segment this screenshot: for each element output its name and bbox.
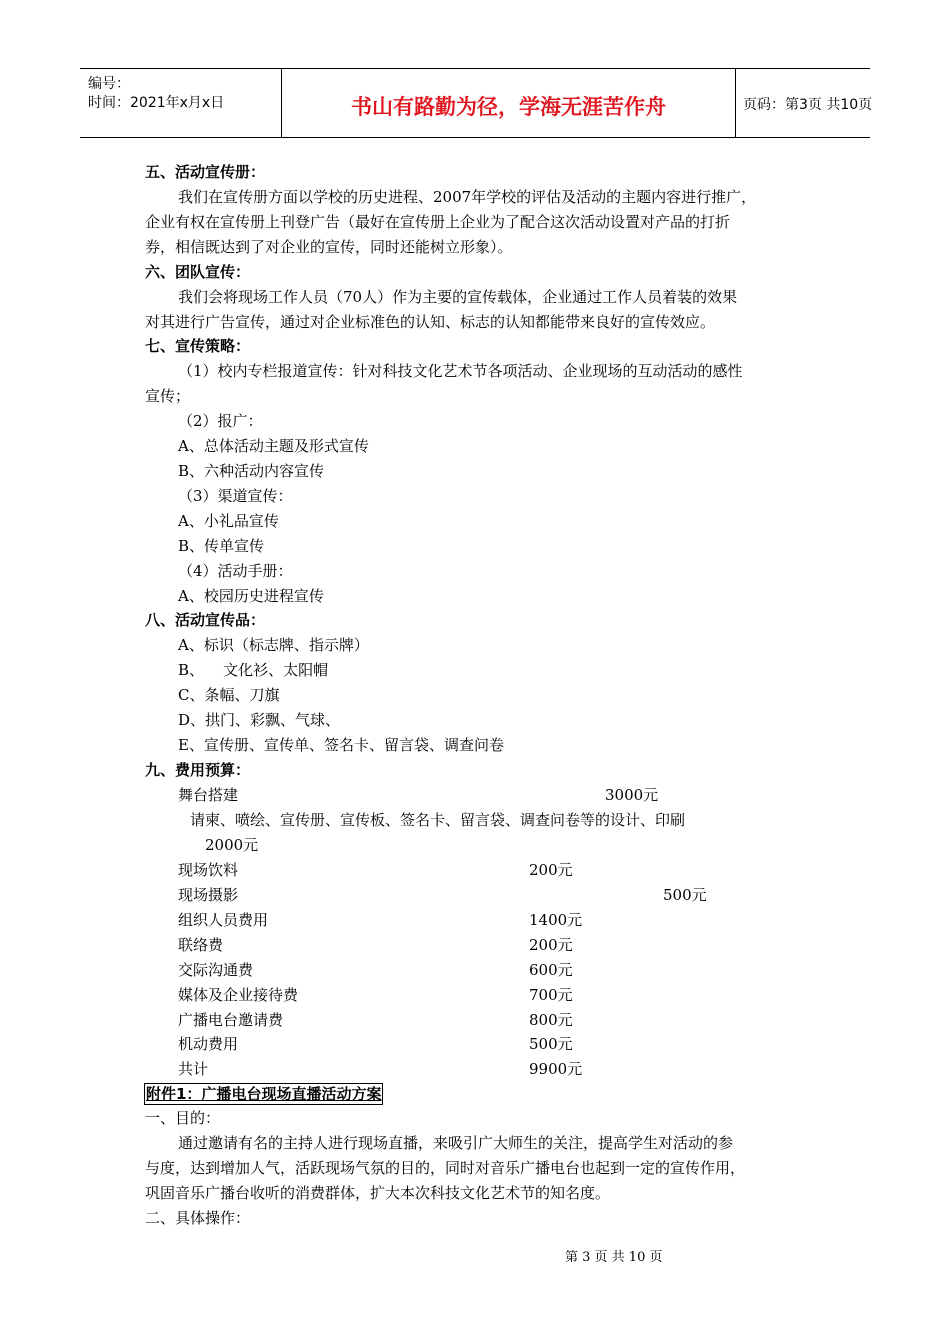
list-item: B、六种活动内容宣传 <box>178 462 325 480</box>
paragraph-line: 巩固音乐广播台收听的消费群体，扩大本次科技文化艺术节的知名度。 <box>145 1184 611 1202</box>
budget-item-label: 现场摄影 <box>178 886 239 904</box>
document-number: 编号： <box>88 76 130 92</box>
list-item: （4）活动手册： <box>178 562 293 580</box>
budget-item-amount: 700元 <box>529 986 573 1004</box>
list-item: A、小礼品宣传 <box>178 512 279 530</box>
budget-item-label: 媒体及企业接待费 <box>178 986 299 1004</box>
list-item: A、校园历史进程宣传 <box>178 587 324 605</box>
paragraph-line: 我们在宣传册方面以学校的历史进程、2007年学校的评估及活动的主题内容进行推广， <box>178 188 757 206</box>
budget-item-label: 舞台搭建 <box>178 786 239 804</box>
budget-item-amount: 1400元 <box>529 911 583 929</box>
paragraph-line: 券，相信既达到了对企业的宣传，同时还能树立形象）。 <box>145 238 513 256</box>
budget-item-label: 广播电台邀请费 <box>178 1011 284 1029</box>
document-date: 时间：2021年x月x日 <box>88 95 225 111</box>
budget-item-amount: 200元 <box>529 936 573 954</box>
list-item: C、条幅、刀旗 <box>178 686 280 704</box>
page-header <box>80 68 873 138</box>
header-motto-cell <box>281 69 736 137</box>
budget-item-amount: 2000元 <box>205 836 259 854</box>
paragraph-line: 宣传； <box>145 387 191 405</box>
list-item: A、总体活动主题及形式宣传 <box>178 437 369 455</box>
subsection-title: 一、目的： <box>145 1109 221 1127</box>
header-info-cell <box>80 69 280 137</box>
budget-item-label: 现场饮料 <box>178 861 239 879</box>
section-title: 六、团队宣传： <box>145 263 251 281</box>
page-number: 页码：第3页 共10页 <box>743 97 873 113</box>
list-item: （3）渠道宣传： <box>178 487 293 505</box>
list-item: B、传单宣传 <box>178 537 265 555</box>
budget-item-label: 请柬、喷绘、宣传册、宣传板、签名卡、留言袋、调查问卷等的设计、印刷 <box>190 811 686 829</box>
list-item: E、宣传册、宣传单、签名卡、留言袋、调查问卷 <box>178 736 504 754</box>
list-item: A、标识（标志牌、指示牌） <box>178 636 369 654</box>
budget-item-label: 机动费用 <box>178 1035 239 1053</box>
budget-item-amount: 200元 <box>529 861 573 879</box>
motto: 书山有路勤为径，学海无涯苦作舟 <box>351 95 666 119</box>
budget-item-label: 交际沟通费 <box>178 961 254 979</box>
section-title: 七、宣传策略： <box>145 337 251 355</box>
attachment-title: 附件1：广播电台现场直播活动方案 <box>146 1085 382 1103</box>
budget-item-label: 组织人员费用 <box>178 911 269 929</box>
section-title: 八、活动宣传品： <box>145 611 266 629</box>
paragraph-line: 我们会将现场工作人员（70人）作为主要的宣传载体，企业通过工作人员着装的效果 <box>178 288 738 306</box>
budget-total-label: 共计 <box>178 1060 209 1078</box>
budget-item-amount: 500元 <box>529 1035 573 1053</box>
budget-item-amount: 600元 <box>529 961 573 979</box>
budget-item-label: 联络费 <box>178 936 224 954</box>
subsection-title: 二、具体操作： <box>145 1209 251 1227</box>
list-item: （2）报广： <box>178 412 263 430</box>
budget-item-amount: 3000元 <box>605 786 659 804</box>
section-title: 五、活动宣传册： <box>145 163 266 181</box>
budget-item-amount: 800元 <box>529 1011 573 1029</box>
page-footer: 第 3 页 共 10 页 <box>565 1250 663 1265</box>
paragraph-line: 企业有权在宣传册上刊登广告（最好在宣传册上企业为了配合这次活动设置对产品的打折 <box>145 213 731 231</box>
paragraph-line: 与度，达到增加人气，活跃现场气氛的目的，同时对音乐广播电台也起到一定的宣传作用， <box>145 1159 746 1177</box>
paragraph-line: 对其进行广告宣传，通过对企业标准色的认知、标志的认知都能带来良好的宣传效应。 <box>145 313 716 331</box>
budget-item-amount: 500元 <box>663 886 707 904</box>
section-title: 九、费用预算： <box>145 761 251 779</box>
list-item: D、拱门、彩飘、气球、 <box>178 711 341 729</box>
budget-total-amount: 9900元 <box>529 1060 583 1078</box>
header-page-cell <box>735 69 873 137</box>
list-item: B、 文化衫、太阳帽 <box>178 661 329 679</box>
paragraph-line: 通过邀请有名的主持人进行现场直播，来吸引广大师生的关注，提高学生对活动的参 <box>178 1134 734 1152</box>
paragraph-line: （1）校内专栏报道宣传：针对科技文化艺术节各项活动、企业现场的互动活动的感性 <box>178 362 743 380</box>
